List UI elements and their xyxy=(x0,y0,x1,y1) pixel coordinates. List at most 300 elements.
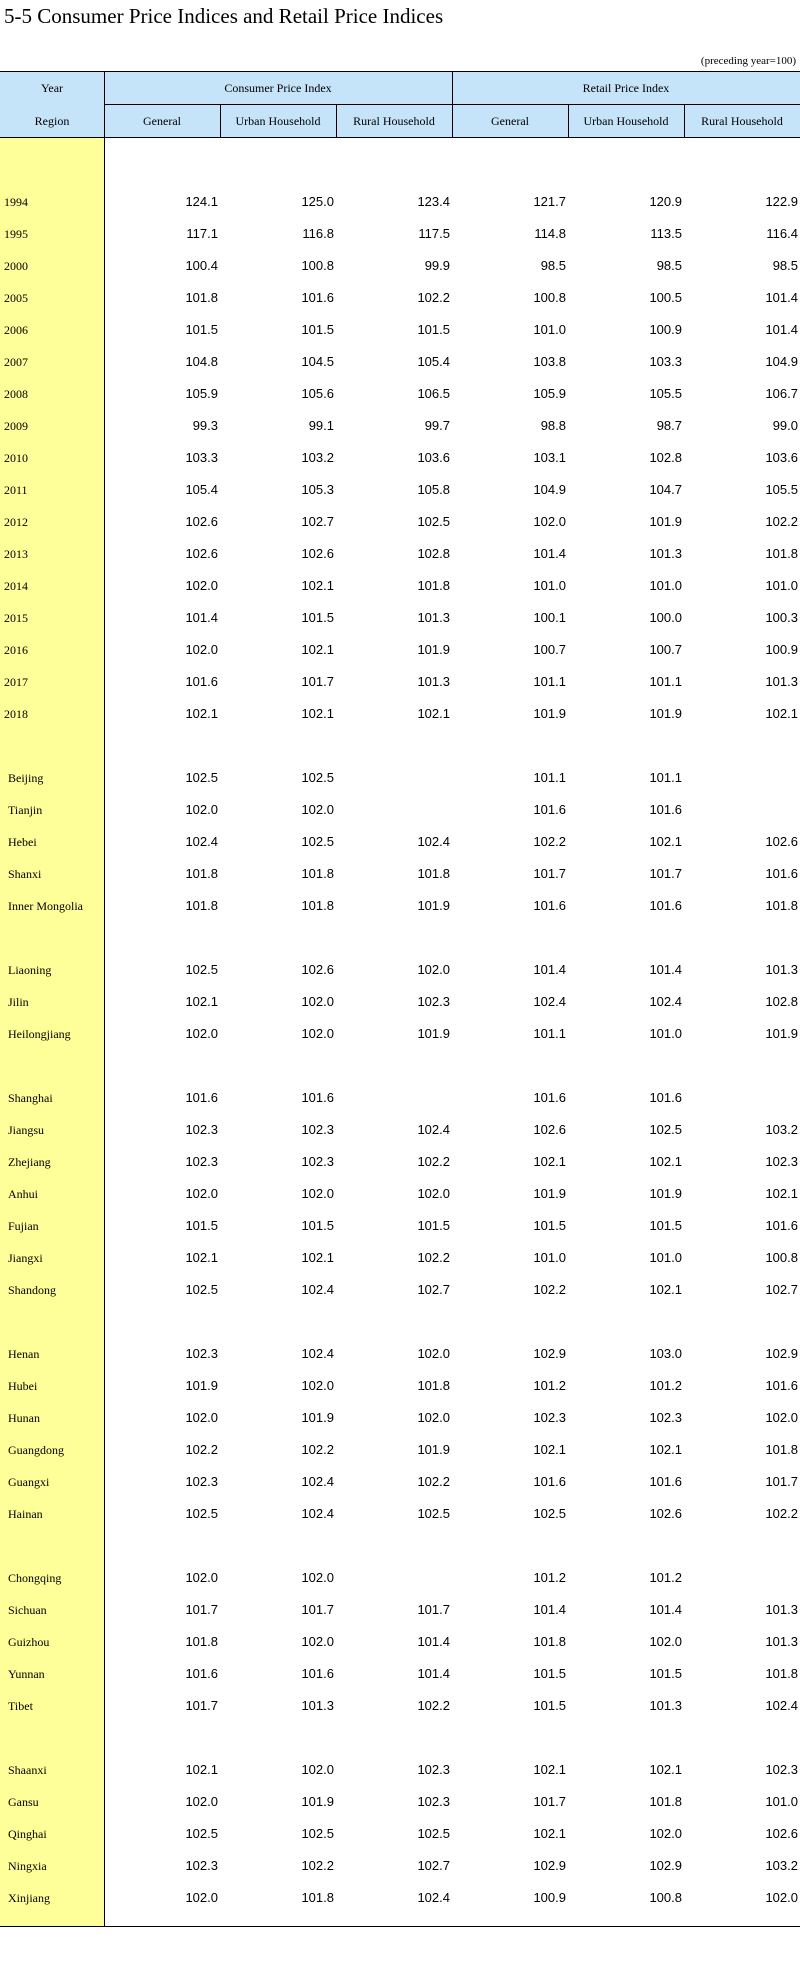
region-label: Shaanxi xyxy=(8,1763,47,1777)
value-cell: 102.1 xyxy=(533,1154,566,1169)
value-cell: 101.3 xyxy=(649,1698,682,1713)
value-cell: 101.8 xyxy=(417,1378,450,1393)
region-row xyxy=(0,1562,800,1594)
year-label: 2005 xyxy=(4,291,28,305)
region-row xyxy=(0,1242,800,1274)
header-col-divider xyxy=(568,105,569,138)
value-cell: 101.9 xyxy=(301,1410,334,1425)
value-cell: 100.4 xyxy=(185,258,218,273)
value-cell: 102.2 xyxy=(301,1442,334,1457)
value-cell: 103.2 xyxy=(765,1858,798,1873)
value-cell: 105.5 xyxy=(765,482,798,497)
year-label: 2010 xyxy=(4,451,28,465)
value-cell: 102.8 xyxy=(649,450,682,465)
value-cell: 101.5 xyxy=(533,1218,566,1233)
value-cell: 105.9 xyxy=(533,386,566,401)
value-cell: 101.6 xyxy=(765,1378,798,1393)
value-cell: 100.1 xyxy=(533,610,566,625)
value-cell: 100.8 xyxy=(533,290,566,305)
value-cell: 102.3 xyxy=(417,1762,450,1777)
year-label: 2000 xyxy=(4,259,28,273)
value-cell: 101.8 xyxy=(417,866,450,881)
year-label: 2011 xyxy=(4,483,28,497)
value-cell: 101.4 xyxy=(533,546,566,561)
value-cell: 105.3 xyxy=(301,482,334,497)
value-cell: 102.1 xyxy=(649,1154,682,1169)
value-cell: 102.6 xyxy=(533,1122,566,1137)
region-row xyxy=(0,1882,800,1914)
value-cell: 102.0 xyxy=(649,1634,682,1649)
value-cell: 101.4 xyxy=(417,1666,450,1681)
value-cell: 101.4 xyxy=(649,1602,682,1617)
value-cell: 102.4 xyxy=(649,994,682,1009)
value-cell: 102.0 xyxy=(301,1762,334,1777)
value-cell: 101.3 xyxy=(417,610,450,625)
value-cell: 102.2 xyxy=(533,1282,566,1297)
value-cell: 101.3 xyxy=(649,546,682,561)
year-row xyxy=(0,250,800,282)
value-cell: 101.4 xyxy=(185,610,218,625)
value-cell: 103.2 xyxy=(301,450,334,465)
value-cell: 102.1 xyxy=(301,578,334,593)
region-label: Shanxi xyxy=(8,867,42,881)
value-cell: 101.0 xyxy=(765,1794,798,1809)
region-row xyxy=(0,890,800,922)
value-cell: 101.6 xyxy=(185,1666,218,1681)
value-cell: 101.4 xyxy=(649,962,682,977)
value-cell: 102.1 xyxy=(649,1762,682,1777)
value-cell: 101.7 xyxy=(185,1698,218,1713)
year-label: 1994 xyxy=(4,195,28,209)
region-label: Fujian xyxy=(8,1219,39,1233)
region-label: Liaoning xyxy=(8,963,52,977)
value-cell: 101.1 xyxy=(649,674,682,689)
value-cell: 101.8 xyxy=(301,866,334,881)
value-cell: 101.4 xyxy=(765,322,798,337)
region-label: Chongqing xyxy=(8,1571,62,1585)
value-cell: 102.9 xyxy=(649,1858,682,1873)
value-cell: 102.6 xyxy=(765,1826,798,1841)
value-cell: 106.5 xyxy=(417,386,450,401)
value-cell: 102.0 xyxy=(185,1890,218,1905)
value-cell: 102.4 xyxy=(301,1282,334,1297)
value-cell: 102.3 xyxy=(417,1794,450,1809)
value-cell: 102.3 xyxy=(185,1858,218,1873)
value-cell: 116.8 xyxy=(302,226,334,241)
region-label: Sichuan xyxy=(8,1603,47,1617)
year-row xyxy=(0,634,800,666)
value-cell: 101.0 xyxy=(649,1026,682,1041)
col-header-cpi-general: General xyxy=(143,114,181,128)
year-row xyxy=(0,410,800,442)
value-cell: 102.5 xyxy=(649,1122,682,1137)
region-label: Hebei xyxy=(8,835,37,849)
region-label: Ningxia xyxy=(8,1859,47,1873)
value-cell: 101.7 xyxy=(301,674,334,689)
value-cell: 102.5 xyxy=(185,770,218,785)
value-cell: 101.6 xyxy=(649,802,682,817)
year-label: 2016 xyxy=(4,643,28,657)
value-cell: 102.9 xyxy=(765,1346,798,1361)
value-cell: 102.1 xyxy=(533,1826,566,1841)
value-cell: 101.5 xyxy=(533,1698,566,1713)
year-row xyxy=(0,474,800,506)
year-row xyxy=(0,442,800,474)
value-cell: 100.7 xyxy=(533,642,566,657)
value-cell: 101.5 xyxy=(185,322,218,337)
value-cell: 101.6 xyxy=(533,802,566,817)
value-cell: 104.9 xyxy=(533,482,566,497)
value-cell: 102.2 xyxy=(185,1442,218,1457)
region-label: Anhui xyxy=(8,1187,38,1201)
value-cell: 114.8 xyxy=(534,226,566,241)
table-title: 5-5 Consumer Price Indices and Retail Price Indices xyxy=(4,4,444,28)
value-cell: 102.2 xyxy=(417,290,450,305)
value-cell: 105.4 xyxy=(417,354,450,369)
value-cell: 102.3 xyxy=(765,1762,798,1777)
value-cell: 125.0 xyxy=(301,194,334,209)
region-row xyxy=(0,1786,800,1818)
value-cell: 105.6 xyxy=(301,386,334,401)
value-cell: 101.9 xyxy=(417,642,450,657)
year-row xyxy=(0,570,800,602)
value-cell: 101.7 xyxy=(533,1794,566,1809)
value-cell: 101.1 xyxy=(533,674,566,689)
value-cell: 101.3 xyxy=(301,1698,334,1713)
value-cell: 101.8 xyxy=(417,578,450,593)
year-label: 2008 xyxy=(4,387,28,401)
value-cell: 102.6 xyxy=(185,546,218,561)
region-row xyxy=(0,762,800,794)
value-cell: 124.1 xyxy=(185,194,218,209)
year-label: 2007 xyxy=(4,355,28,369)
value-cell: 102.0 xyxy=(185,1026,218,1041)
year-row xyxy=(0,282,800,314)
region-row xyxy=(0,858,800,890)
value-cell: 103.6 xyxy=(417,450,450,465)
value-cell: 101.6 xyxy=(649,898,682,913)
value-cell: 98.5 xyxy=(656,258,682,273)
value-cell: 102.6 xyxy=(301,546,334,561)
year-row xyxy=(0,218,800,250)
value-cell: 102.4 xyxy=(301,1506,334,1521)
year-row xyxy=(0,538,800,570)
value-cell: 102.8 xyxy=(765,994,798,1009)
value-cell: 101.0 xyxy=(533,578,566,593)
col-header-rpi-rural-household: Rural Household xyxy=(701,114,783,128)
value-cell: 101.8 xyxy=(765,898,798,913)
region-label: Jilin xyxy=(8,995,29,1009)
value-cell: 103.6 xyxy=(765,450,798,465)
value-cell: 101.5 xyxy=(417,322,450,337)
value-cell: 117.1 xyxy=(186,226,218,241)
value-cell: 101.8 xyxy=(765,1442,798,1457)
value-cell: 101.3 xyxy=(765,1634,798,1649)
value-cell: 100.0 xyxy=(649,610,682,625)
value-cell: 102.0 xyxy=(301,1570,334,1585)
value-cell: 101.4 xyxy=(417,1634,450,1649)
value-cell: 99.7 xyxy=(424,418,450,433)
value-cell: 102.3 xyxy=(185,1346,218,1361)
value-cell: 102.0 xyxy=(185,802,218,817)
value-cell: 101.3 xyxy=(765,674,798,689)
value-cell: 102.4 xyxy=(417,834,450,849)
value-cell: 101.0 xyxy=(533,322,566,337)
value-cell: 101.6 xyxy=(301,1666,334,1681)
value-cell: 101.6 xyxy=(185,674,218,689)
value-cell: 102.0 xyxy=(301,1186,334,1201)
value-cell: 102.1 xyxy=(765,706,798,721)
value-cell: 101.4 xyxy=(533,962,566,977)
stub-header-year: Year xyxy=(40,81,64,95)
value-cell: 102.7 xyxy=(301,514,334,529)
value-cell: 102.7 xyxy=(417,1282,450,1297)
value-cell: 102.3 xyxy=(649,1410,682,1425)
value-cell: 102.5 xyxy=(301,834,334,849)
value-cell: 102.8 xyxy=(417,546,450,561)
value-cell: 101.9 xyxy=(417,1026,450,1041)
value-cell: 101.3 xyxy=(765,962,798,977)
value-cell: 101.9 xyxy=(533,1186,566,1201)
region-label: Guangdong xyxy=(8,1443,64,1457)
value-cell: 102.1 xyxy=(649,1282,682,1297)
value-cell: 102.5 xyxy=(301,1826,334,1841)
value-cell: 104.5 xyxy=(301,354,334,369)
region-label: Qinghai xyxy=(8,1827,47,1841)
value-cell: 102.0 xyxy=(649,1826,682,1841)
year-label: 1995 xyxy=(4,227,28,241)
value-cell: 102.1 xyxy=(533,1762,566,1777)
value-cell: 102.1 xyxy=(533,1442,566,1457)
value-cell: 102.1 xyxy=(301,642,334,657)
value-cell: 102.0 xyxy=(417,962,450,977)
year-label: 2014 xyxy=(4,579,28,593)
value-cell: 101.4 xyxy=(765,290,798,305)
region-label: Yunnan xyxy=(8,1667,45,1681)
region-row xyxy=(0,1114,800,1146)
value-cell: 102.1 xyxy=(765,1186,798,1201)
value-cell: 101.5 xyxy=(301,322,334,337)
value-cell: 101.8 xyxy=(185,898,218,913)
header-group-divider xyxy=(452,72,453,138)
value-cell: 101.2 xyxy=(533,1378,566,1393)
region-row xyxy=(0,1818,800,1850)
value-cell: 101.0 xyxy=(649,1250,682,1265)
value-cell: 102.3 xyxy=(417,994,450,1009)
value-cell: 101.6 xyxy=(185,1090,218,1105)
region-label: Hainan xyxy=(8,1507,43,1521)
value-cell: 103.3 xyxy=(649,354,682,369)
value-cell: 101.1 xyxy=(533,1026,566,1041)
value-cell: 102.1 xyxy=(301,1250,334,1265)
value-cell: 102.6 xyxy=(765,834,798,849)
value-cell: 102.0 xyxy=(301,994,334,1009)
value-cell: 100.3 xyxy=(765,610,798,625)
value-cell: 102.4 xyxy=(533,994,566,1009)
value-cell: 113.5 xyxy=(650,226,682,241)
unit-note: (preceding year=100) xyxy=(700,55,796,67)
value-cell: 101.3 xyxy=(765,1602,798,1617)
value-cell: 101.5 xyxy=(649,1218,682,1233)
value-cell: 102.2 xyxy=(417,1698,450,1713)
value-cell: 102.5 xyxy=(185,1826,218,1841)
year-label: 2013 xyxy=(4,547,28,561)
stub-header-region: Region xyxy=(34,114,70,128)
price-index-table xyxy=(0,71,800,1927)
value-cell: 101.6 xyxy=(765,1218,798,1233)
value-cell: 101.2 xyxy=(649,1378,682,1393)
value-cell: 116.4 xyxy=(766,226,798,241)
value-cell: 102.0 xyxy=(533,514,566,529)
value-cell: 100.8 xyxy=(765,1250,798,1265)
value-cell: 102.2 xyxy=(417,1154,450,1169)
value-cell: 101.7 xyxy=(533,866,566,881)
value-cell: 102.2 xyxy=(417,1474,450,1489)
value-cell: 102.0 xyxy=(185,578,218,593)
region-label: Beijing xyxy=(8,771,44,785)
value-cell: 122.9 xyxy=(765,194,798,209)
value-cell: 99.9 xyxy=(424,258,450,273)
value-cell: 101.8 xyxy=(765,1666,798,1681)
value-cell: 101.8 xyxy=(185,1634,218,1649)
value-cell: 103.2 xyxy=(765,1122,798,1137)
value-cell: 102.1 xyxy=(649,834,682,849)
region-row xyxy=(0,1402,800,1434)
value-cell: 101.5 xyxy=(301,1218,334,1233)
value-cell: 98.7 xyxy=(656,418,682,433)
year-row xyxy=(0,346,800,378)
value-cell: 101.7 xyxy=(649,866,682,881)
value-cell: 117.5 xyxy=(418,226,450,241)
value-cell: 99.0 xyxy=(772,418,798,433)
region-label: Inner Mongolia xyxy=(8,899,83,913)
value-cell: 102.3 xyxy=(301,1154,334,1169)
value-cell: 102.2 xyxy=(765,1506,798,1521)
value-cell: 105.5 xyxy=(649,386,682,401)
value-cell: 99.1 xyxy=(308,418,334,433)
value-cell: 102.0 xyxy=(417,1346,450,1361)
region-row xyxy=(0,1466,800,1498)
region-row xyxy=(0,1626,800,1658)
value-cell: 102.6 xyxy=(185,514,218,529)
value-cell: 98.8 xyxy=(540,418,566,433)
year-row xyxy=(0,666,800,698)
value-cell: 102.0 xyxy=(301,1026,334,1041)
value-cell: 102.4 xyxy=(417,1122,450,1137)
value-cell: 121.7 xyxy=(533,194,566,209)
region-label: Shandong xyxy=(8,1283,56,1297)
value-cell: 101.7 xyxy=(417,1602,450,1617)
group-header-consumer-price-index: Consumer Price Index xyxy=(224,81,332,95)
value-cell: 100.9 xyxy=(765,642,798,657)
value-cell: 102.5 xyxy=(417,1826,450,1841)
value-cell: 101.9 xyxy=(417,898,450,913)
value-cell: 102.0 xyxy=(301,1634,334,1649)
region-row xyxy=(0,1018,800,1050)
region-label: Hunan xyxy=(8,1411,40,1425)
region-row xyxy=(0,826,800,858)
value-cell: 100.9 xyxy=(649,322,682,337)
value-cell: 101.0 xyxy=(649,578,682,593)
value-cell: 100.8 xyxy=(301,258,334,273)
value-cell: 102.5 xyxy=(417,1506,450,1521)
value-cell: 102.4 xyxy=(301,1474,334,1489)
region-label: Zhejiang xyxy=(8,1155,51,1169)
value-cell: 102.0 xyxy=(185,1570,218,1585)
value-cell: 101.3 xyxy=(417,674,450,689)
value-cell: 101.7 xyxy=(185,1602,218,1617)
region-row xyxy=(0,1658,800,1690)
value-cell: 101.6 xyxy=(533,898,566,913)
value-cell: 102.5 xyxy=(185,1282,218,1297)
value-cell: 102.4 xyxy=(185,834,218,849)
value-cell: 101.6 xyxy=(301,290,334,305)
value-cell: 100.7 xyxy=(649,642,682,657)
year-label: 2009 xyxy=(4,419,28,433)
value-cell: 102.6 xyxy=(301,962,334,977)
value-cell: 101.1 xyxy=(533,770,566,785)
value-cell: 102.0 xyxy=(185,1186,218,1201)
value-cell: 102.3 xyxy=(185,1474,218,1489)
value-cell: 102.7 xyxy=(417,1858,450,1873)
region-label: Xinjiang xyxy=(8,1891,50,1905)
value-cell: 102.1 xyxy=(301,706,334,721)
value-cell: 101.9 xyxy=(649,514,682,529)
value-cell: 102.4 xyxy=(765,1698,798,1713)
col-header-cpi-rural-household: Rural Household xyxy=(353,114,435,128)
value-cell: 102.6 xyxy=(649,1506,682,1521)
value-cell: 102.0 xyxy=(417,1410,450,1425)
value-cell: 100.5 xyxy=(649,290,682,305)
region-row xyxy=(0,986,800,1018)
value-cell: 101.6 xyxy=(649,1090,682,1105)
region-row xyxy=(0,1370,800,1402)
region-label: Jiangxi xyxy=(8,1251,43,1265)
value-cell: 103.3 xyxy=(185,450,218,465)
value-cell: 102.0 xyxy=(185,1410,218,1425)
region-row xyxy=(0,1178,800,1210)
value-cell: 102.1 xyxy=(185,1762,218,1777)
value-cell: 98.5 xyxy=(772,258,798,273)
value-cell: 102.0 xyxy=(185,1794,218,1809)
region-label: Guangxi xyxy=(8,1475,50,1489)
value-cell: 102.9 xyxy=(533,1858,566,1873)
value-cell: 101.5 xyxy=(301,610,334,625)
value-cell: 101.5 xyxy=(417,1218,450,1233)
region-row xyxy=(0,1274,800,1306)
value-cell: 101.8 xyxy=(649,1794,682,1809)
region-label: Guizhou xyxy=(8,1635,50,1649)
group-header-retail-price-index: Retail Price Index xyxy=(582,81,670,95)
region-row xyxy=(0,1146,800,1178)
value-cell: 101.8 xyxy=(301,1890,334,1905)
value-cell: 102.2 xyxy=(533,834,566,849)
value-cell: 101.5 xyxy=(185,1218,218,1233)
value-cell: 102.1 xyxy=(417,706,450,721)
value-cell: 101.2 xyxy=(649,1570,682,1585)
value-cell: 102.0 xyxy=(765,1410,798,1425)
value-cell: 102.3 xyxy=(533,1410,566,1425)
value-cell: 123.4 xyxy=(417,194,450,209)
value-cell: 101.8 xyxy=(765,546,798,561)
value-cell: 102.1 xyxy=(185,706,218,721)
value-cell: 120.9 xyxy=(649,194,682,209)
region-label: Hubei xyxy=(8,1379,38,1393)
value-cell: 102.5 xyxy=(301,770,334,785)
col-header-rpi-general: General xyxy=(491,114,529,128)
region-label: Jiangsu xyxy=(8,1123,44,1137)
value-cell: 101.6 xyxy=(649,1474,682,1489)
